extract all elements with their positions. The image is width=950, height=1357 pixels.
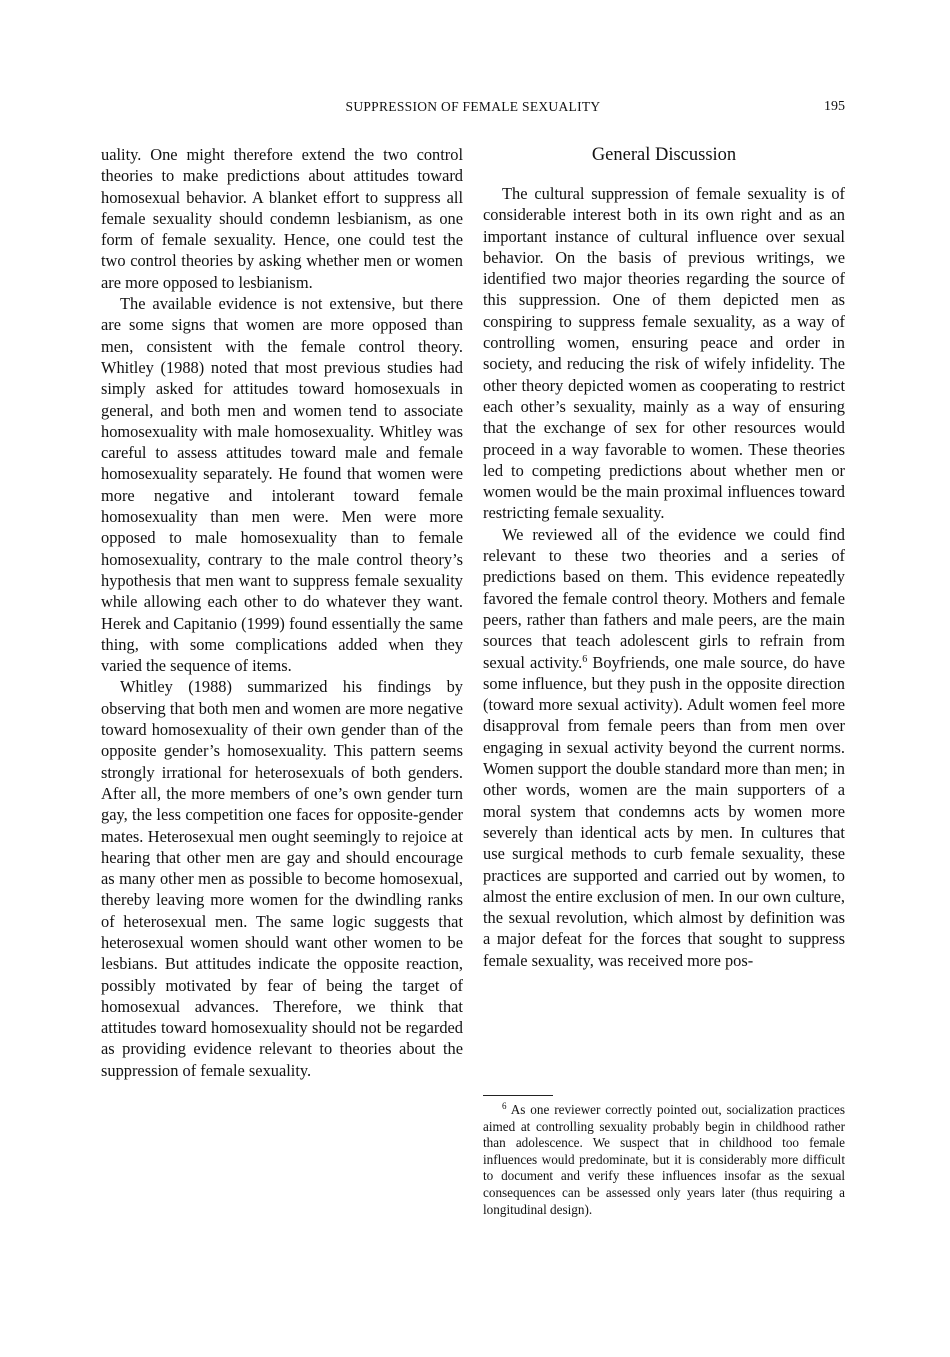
paragraph-text: Boyfriends, one male source, do have some influence, but they push in the opposite direction (toward more sexual activity). Adult women feel more disapproval from female peers than from men over engaging in sexual activity beyond the current norms. Women support the double standard more than men; in other words, women are the main supporters of a moral system that condemns acts by women more severely than identical acts by men. In cultures that use surgical methods to curb female sexuality, these practices are supported and carried out by women, to almost the entire exclusion of men. In our own culture, the sexual revolution, which almost by definition was a major defeat for the forces that sought to suppress female sexuality, was received more pos- [483, 652, 845, 970]
right-column [483, 144, 845, 971]
section-heading: General Discussion [591, 145, 737, 165]
running-title: SUPPRESSION OF FEMALE SEXUALITY [345, 99, 601, 114]
page-number: 195 [824, 99, 845, 114]
paragraph: The cultural suppression of female sexuality is of considerable interest both in its own right and as an important instance of cultural influence over sexual behavior. On the basis of previous writings, we identified two major theories regarding the source of this suppression. One of them depicted men as conspiring to suppress female sexuality, as a way of controlling women, ensuring peace and order in society, and reducing the risk of wifely infidelity. The other theory depicted women as cooperating to restrict each other’s sexuality, mainly as a way of ensuring that the exchange of sex for other resources would proceed in a way favorable to women. These theories led to competing predictions about whether men or women would be the main proximal influences toward restricting female sexuality. [483, 184, 845, 523]
paragraph: uality. One might therefore extend the two control theories to make predictions about attitudes toward homosexual behavior. A blanket effort to suppress all female sexuality should condemn lesbianism, as one form of female sexuality. Hence, one could test the two control theories by asking whether men or women are more opposed to lesbianism. [101, 145, 463, 292]
paragraph: The available evidence is not extensive, but there are some signs that women are more opposed than men, consistent with the female control theory. Whitley (1988) noted that most previous studies had simply asked for attitudes toward homosexuals in general, and both men and women tend to associate homosexuality with male homosexuality. Whitley was careful to assess attitudes toward male and female homosexuality separately. He found that women were more negative and intolerant toward female homosexuality than men were. Men were more opposed to male homosexuality than to female homosexuality, contrary to the male control theory’s hypothesis that men want to suppress female sexuality while allowing each other to do whatever they want. Herek and Capitanio (1999) found essentially the same thing, with some complications added when they varied the sequence of items. [101, 294, 463, 676]
footnote-marker: 6 [502, 1101, 507, 1111]
left-column [101, 144, 463, 1081]
paragraph-text: We reviewed all of the evidence we could find relevant to these two theories and a series of predictions based on them. This evidence repeatedly favored the female control theory. Mothers and female peers, rather than fathers and male peers, are the main sources that teach adolescent girls to refrain from sexual activity. [483, 524, 845, 672]
footnote-reference[interactable]: 6 [582, 653, 588, 665]
running-header [101, 99, 845, 119]
footnote-text: As one reviewer correctly pointed out, socialization practices aimed at controlling sexuality probably begin in childhood rather than adolescence. We suspect that in childhood too female influences would predominate, but it is considerably more difficult to document and verify these influences insofar as the sexual consequences can be assessed only years later (thus requiring a longitudinal design). [483, 1102, 845, 1217]
paragraph [483, 524, 845, 971]
paragraph: Whitley (1988) summarized his findings by observing that both men and women are more negative toward homosexuality of their own gender than of the opposite gender’s homosexuality. This pattern seems strongly irrational for heterosexuals of both genders. After all, the more members of one’s own gender turn gay, the less competition one faces for opposite-gender mates. Heterosexual men ought seemingly to rejoice at hearing that other men are gay and should encourage as many other men as possible to become homosexual, thereby leaving more women for the dwindling ranks of heterosexual men. The same logic suggests that heterosexual women should want other women to be lesbians. But attitudes indicate the opposite reaction, possibly motivated by fear of being the target of homosexual advances. Therefore, we think that attitudes toward homosexuality should not be regarded as providing evidence relevant to theories about the suppression of female sexuality. [101, 677, 463, 1080]
footnote-divider [483, 1095, 553, 1096]
footnote-text-block [483, 1102, 845, 1218]
footnote [483, 1102, 845, 1218]
